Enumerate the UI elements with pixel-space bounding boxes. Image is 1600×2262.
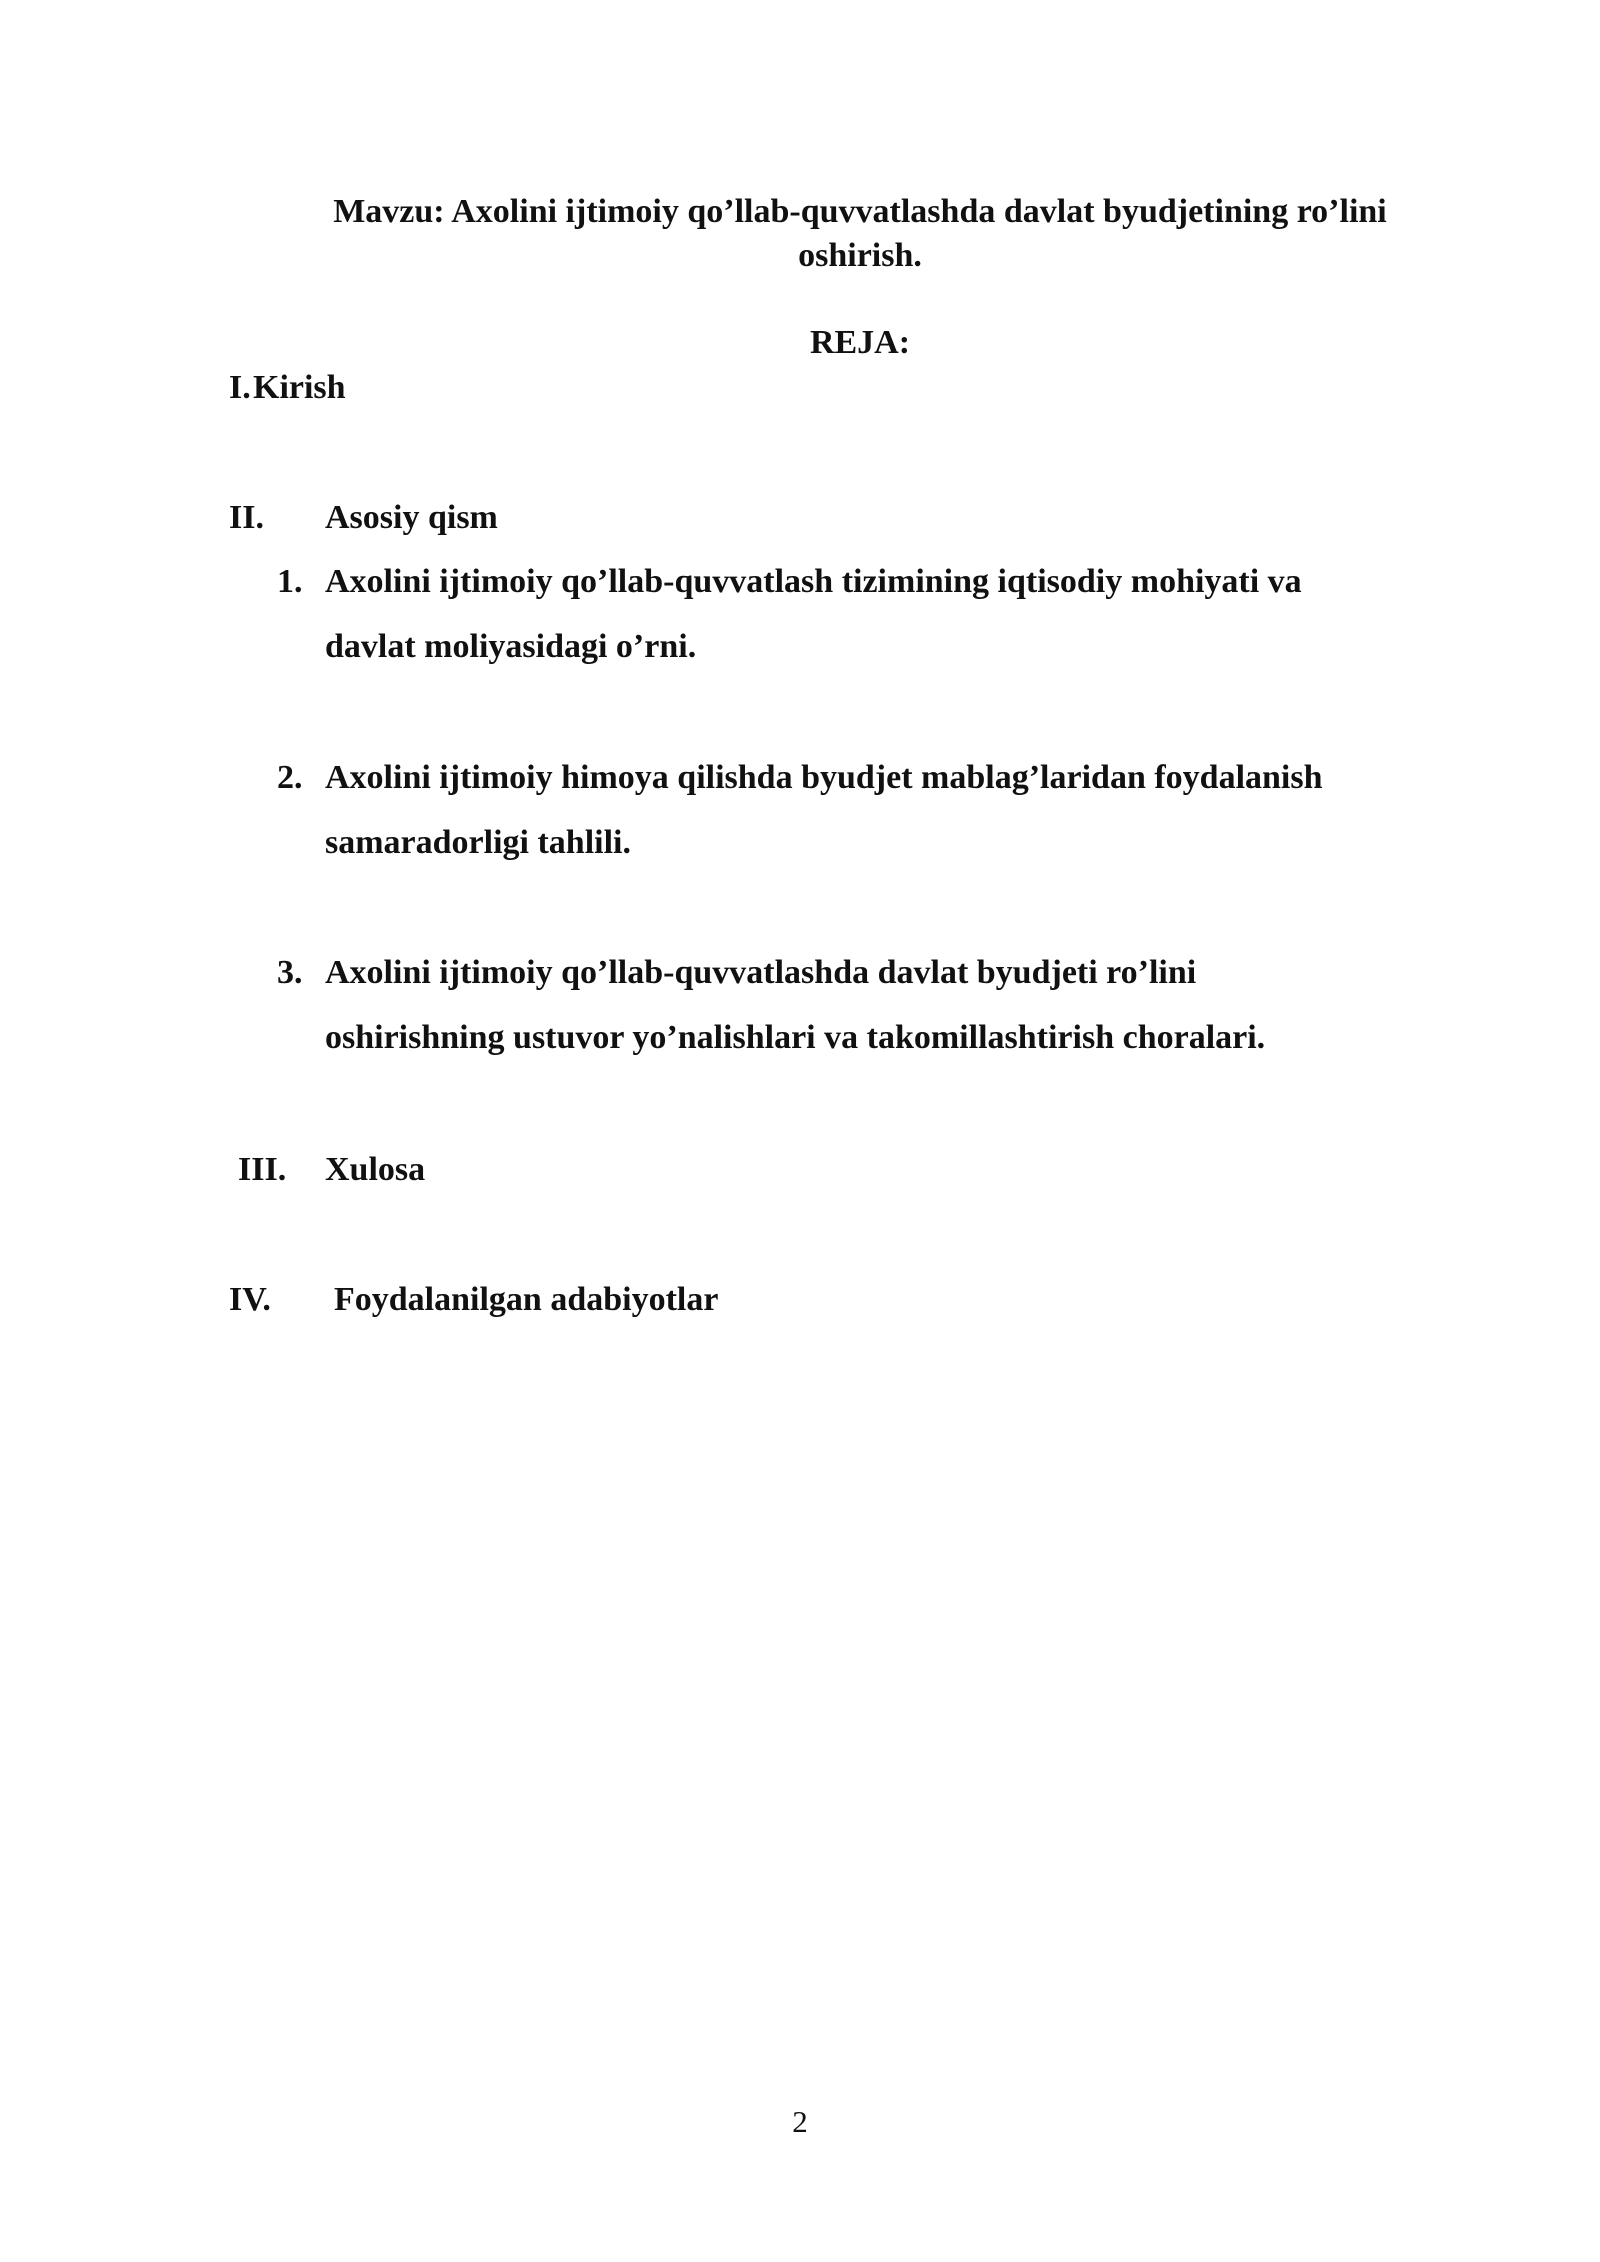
section-label: Kirish	[253, 369, 346, 406]
subitem-line-1: Axolini ijtimoiy qo’llab-quvvatlashda davlat byudjeti ro’lini	[325, 954, 1197, 991]
section-number: IV.	[229, 1281, 271, 1318]
subitem-text	[325, 940, 1505, 1070]
subitem-line-1: Axolini ijtimoiy himoya qilishda byudjet mablag’laridan foydalanish	[325, 759, 1323, 796]
subitem-text	[325, 549, 1505, 679]
section-number: II.	[229, 499, 264, 536]
section-label: Xulosa	[325, 1151, 426, 1188]
title-line-2: oshirish.	[798, 237, 922, 274]
document-title	[230, 190, 1490, 278]
subitem-line-2: oshirishning ustuvor yo’nalishlari va takomillashtirish choralari.	[325, 1019, 1266, 1056]
subitem-line-2: davlat moliyasidagi o’rni.	[325, 628, 697, 665]
section-label: Asosiy qism	[325, 499, 498, 536]
subitem-line-1: Axolini ijtimoiy qo’llab-quvvatlash tizimining iqtisodiy mohiyati va	[325, 563, 1302, 600]
subitem-number: 1.	[277, 563, 303, 600]
subitem-number: 2.	[277, 759, 303, 796]
section-label: Foydalanilgan adabiyotlar	[334, 1281, 719, 1318]
plan-heading: REJA:	[809, 324, 911, 361]
section-number: III.	[238, 1151, 287, 1188]
subitem-line-2: samaradorligi tahlili.	[325, 824, 631, 861]
section-number: I.	[229, 369, 251, 406]
title-line-1: Mavzu: Axolini ijtimoiy qo’llab-quvvatlashda davlat byudjetining ro’lini	[333, 193, 1387, 230]
page-number: 2	[792, 2104, 808, 2139]
subitem-text	[325, 745, 1505, 875]
subitem-number: 3.	[277, 954, 303, 991]
